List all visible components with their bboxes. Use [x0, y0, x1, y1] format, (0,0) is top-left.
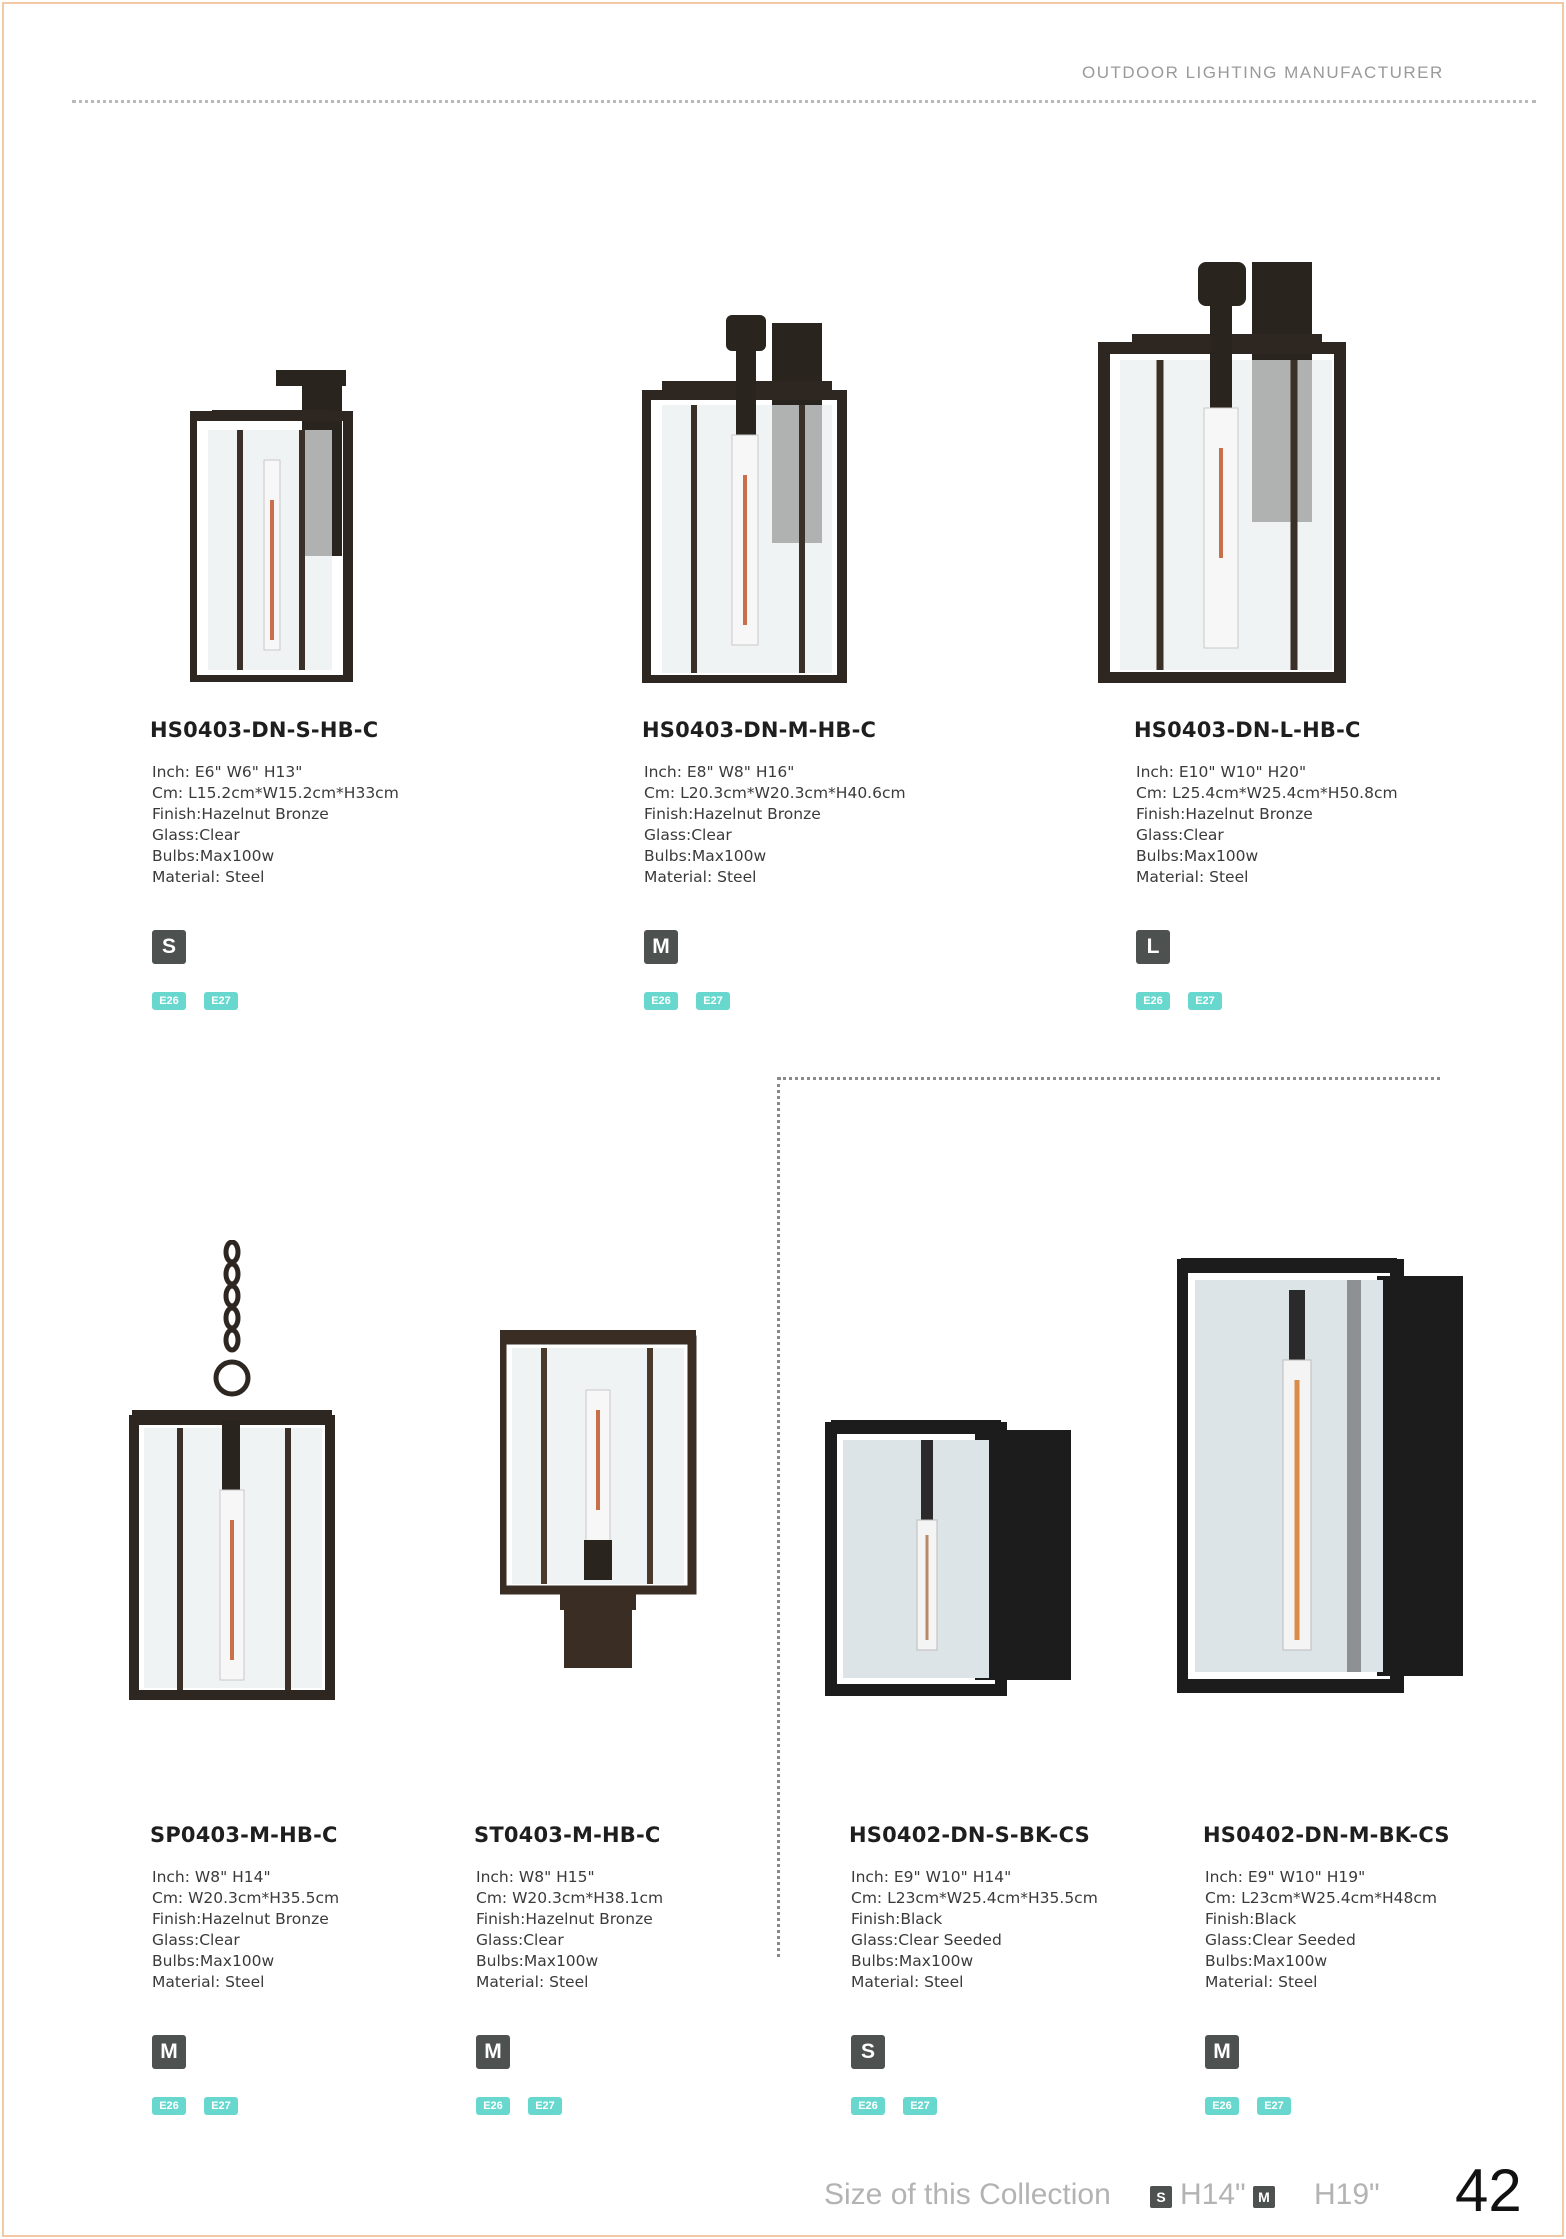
bulb-tag-e26: E26 — [851, 2097, 885, 2115]
product-specs — [1136, 762, 1398, 888]
product-title: ST0403-M-HB-C — [474, 1823, 661, 1847]
spec-cm: Cm: W20.3cm*H38.1cm — [476, 1889, 664, 1907]
footer-size-badge-s: S — [1150, 2186, 1172, 2208]
spec-glass: Glass:Clear — [152, 826, 240, 844]
product-specs — [476, 1867, 663, 1993]
product-title: HS0403-DN-S-HB-C — [150, 718, 379, 742]
spec-material: Material: Steel — [851, 1973, 964, 1991]
spec-material: Material: Steel — [1205, 1973, 1318, 1991]
spec-finish: Finish:Hazelnut Bronze — [644, 805, 821, 823]
footer-size-value-s: H14" — [1180, 2178, 1246, 2211]
size-badge: S — [152, 930, 186, 964]
section-divider-vertical — [777, 1077, 780, 1957]
wall-lantern-icon — [190, 370, 370, 682]
footer-size-badge-m: M — [1253, 2186, 1275, 2208]
spec-material: Material: Steel — [1136, 868, 1249, 886]
header-label: OUTDOOR LIGHTING MANUFACTURER — [1082, 63, 1444, 82]
spec-cm: Cm: L23cm*W25.4cm*H48cm — [1205, 1889, 1438, 1907]
spec-glass: Glass:Clear Seeded — [851, 1931, 1002, 1949]
bulb-tag-e26: E26 — [1136, 992, 1170, 1010]
spec-bulbs: Bulbs:Max100w — [1205, 1952, 1328, 1970]
size-badge: M — [476, 2035, 510, 2069]
spec-material: Material: Steel — [476, 1973, 589, 1991]
spec-inch: Inch: E9" W10" H19" — [1205, 1868, 1366, 1886]
spec-bulbs: Bulbs:Max100w — [152, 1952, 275, 1970]
bulb-tag-e27: E27 — [204, 992, 238, 1010]
spec-glass: Glass:Clear — [644, 826, 732, 844]
spec-bulbs: Bulbs:Max100w — [644, 847, 767, 865]
spec-bulbs: Bulbs:Max100w — [1136, 847, 1259, 865]
spec-finish: Finish:Black — [851, 1910, 943, 1928]
bulb-tags — [851, 2097, 937, 2115]
spec-cm: Cm: L20.3cm*W20.3cm*H40.6cm — [644, 784, 906, 802]
spec-glass: Glass:Clear — [476, 1931, 564, 1949]
spec-inch: Inch: W8" H14" — [152, 1868, 271, 1886]
spec-finish: Finish:Hazelnut Bronze — [152, 1910, 329, 1928]
bulb-tags — [152, 992, 238, 1010]
spec-cm: Cm: L25.4cm*W25.4cm*H50.8cm — [1136, 784, 1398, 802]
page-number: 42 — [1455, 2157, 1522, 2224]
spec-finish: Finish:Black — [1205, 1910, 1297, 1928]
bulb-tags — [476, 2097, 562, 2115]
bulb-tag-e27: E27 — [1188, 992, 1222, 1010]
spec-inch: Inch: W8" H15" — [476, 1868, 595, 1886]
box-wall-lantern-icon — [825, 1410, 1075, 1700]
bulb-tag-e27: E27 — [1257, 2097, 1291, 2115]
bulb-tag-e27: E27 — [204, 2097, 238, 2115]
pendant-lantern-icon — [128, 1240, 338, 1700]
spec-inch: Inch: E6" W6" H13" — [152, 763, 303, 781]
product-specs — [1205, 1867, 1437, 1993]
spec-bulbs: Bulbs:Max100w — [476, 1952, 599, 1970]
spec-finish: Finish:Hazelnut Bronze — [476, 1910, 653, 1928]
wall-lantern-icon — [1098, 258, 1348, 683]
bulb-tag-e26: E26 — [476, 2097, 510, 2115]
spec-bulbs: Bulbs:Max100w — [851, 1952, 974, 1970]
size-badge: L — [1136, 930, 1170, 964]
spec-finish: Finish:Hazelnut Bronze — [152, 805, 329, 823]
spec-finish: Finish:Hazelnut Bronze — [1136, 805, 1313, 823]
spec-material: Material: Steel — [644, 868, 757, 886]
bulb-tags — [152, 2097, 238, 2115]
spec-glass: Glass:Clear Seeded — [1205, 1931, 1356, 1949]
box-wall-lantern-icon — [1177, 1240, 1467, 1700]
product-specs — [152, 762, 399, 888]
product-specs — [851, 1867, 1098, 1993]
size-badge: S — [851, 2035, 885, 2069]
bulb-tags — [1136, 992, 1222, 1010]
bulb-tag-e27: E27 — [903, 2097, 937, 2115]
spec-material: Material: Steel — [152, 868, 265, 886]
product-specs — [644, 762, 906, 888]
spec-glass: Glass:Clear — [152, 1931, 240, 1949]
spec-glass: Glass:Clear — [1136, 826, 1224, 844]
product-title: HS0403-DN-M-HB-C — [642, 718, 877, 742]
product-title: HS0403-DN-L-HB-C — [1134, 718, 1361, 742]
product-title: SP0403-M-HB-C — [150, 1823, 338, 1847]
spec-inch: Inch: E9" W10" H14" — [851, 1868, 1012, 1886]
spec-cm: Cm: L23cm*W25.4cm*H35.5cm — [851, 1889, 1098, 1907]
product-specs — [152, 1867, 339, 1993]
footer-size-value-m: H19" — [1314, 2178, 1380, 2211]
product-title: HS0402-DN-S-BK-CS — [849, 1823, 1090, 1847]
size-badge: M — [644, 930, 678, 964]
header-rule — [72, 100, 1536, 103]
spec-cm: Cm: W20.3cm*H35.5cm — [152, 1889, 340, 1907]
wall-lantern-icon — [642, 315, 852, 683]
post-lantern-icon — [500, 1330, 700, 1700]
bulb-tag-e27: E27 — [696, 992, 730, 1010]
bulb-tag-e26: E26 — [1205, 2097, 1239, 2115]
bulb-tags — [1205, 2097, 1291, 2115]
spec-inch: Inch: E8" W8" H16" — [644, 763, 795, 781]
collection-size-label: Size of this Collection — [824, 2178, 1111, 2211]
size-badge: M — [1205, 2035, 1239, 2069]
product-title: HS0402-DN-M-BK-CS — [1203, 1823, 1450, 1847]
bulb-tag-e26: E26 — [644, 992, 678, 1010]
spec-inch: Inch: E10" W10" H20" — [1136, 763, 1307, 781]
bulb-tag-e26: E26 — [152, 992, 186, 1010]
spec-cm: Cm: L15.2cm*W15.2cm*H33cm — [152, 784, 399, 802]
spec-bulbs: Bulbs:Max100w — [152, 847, 275, 865]
bulb-tag-e27: E27 — [528, 2097, 562, 2115]
bulb-tags — [644, 992, 730, 1010]
size-badge: M — [152, 2035, 186, 2069]
section-divider-horizontal — [778, 1077, 1440, 1080]
bulb-tag-e26: E26 — [152, 2097, 186, 2115]
spec-material: Material: Steel — [152, 1973, 265, 1991]
